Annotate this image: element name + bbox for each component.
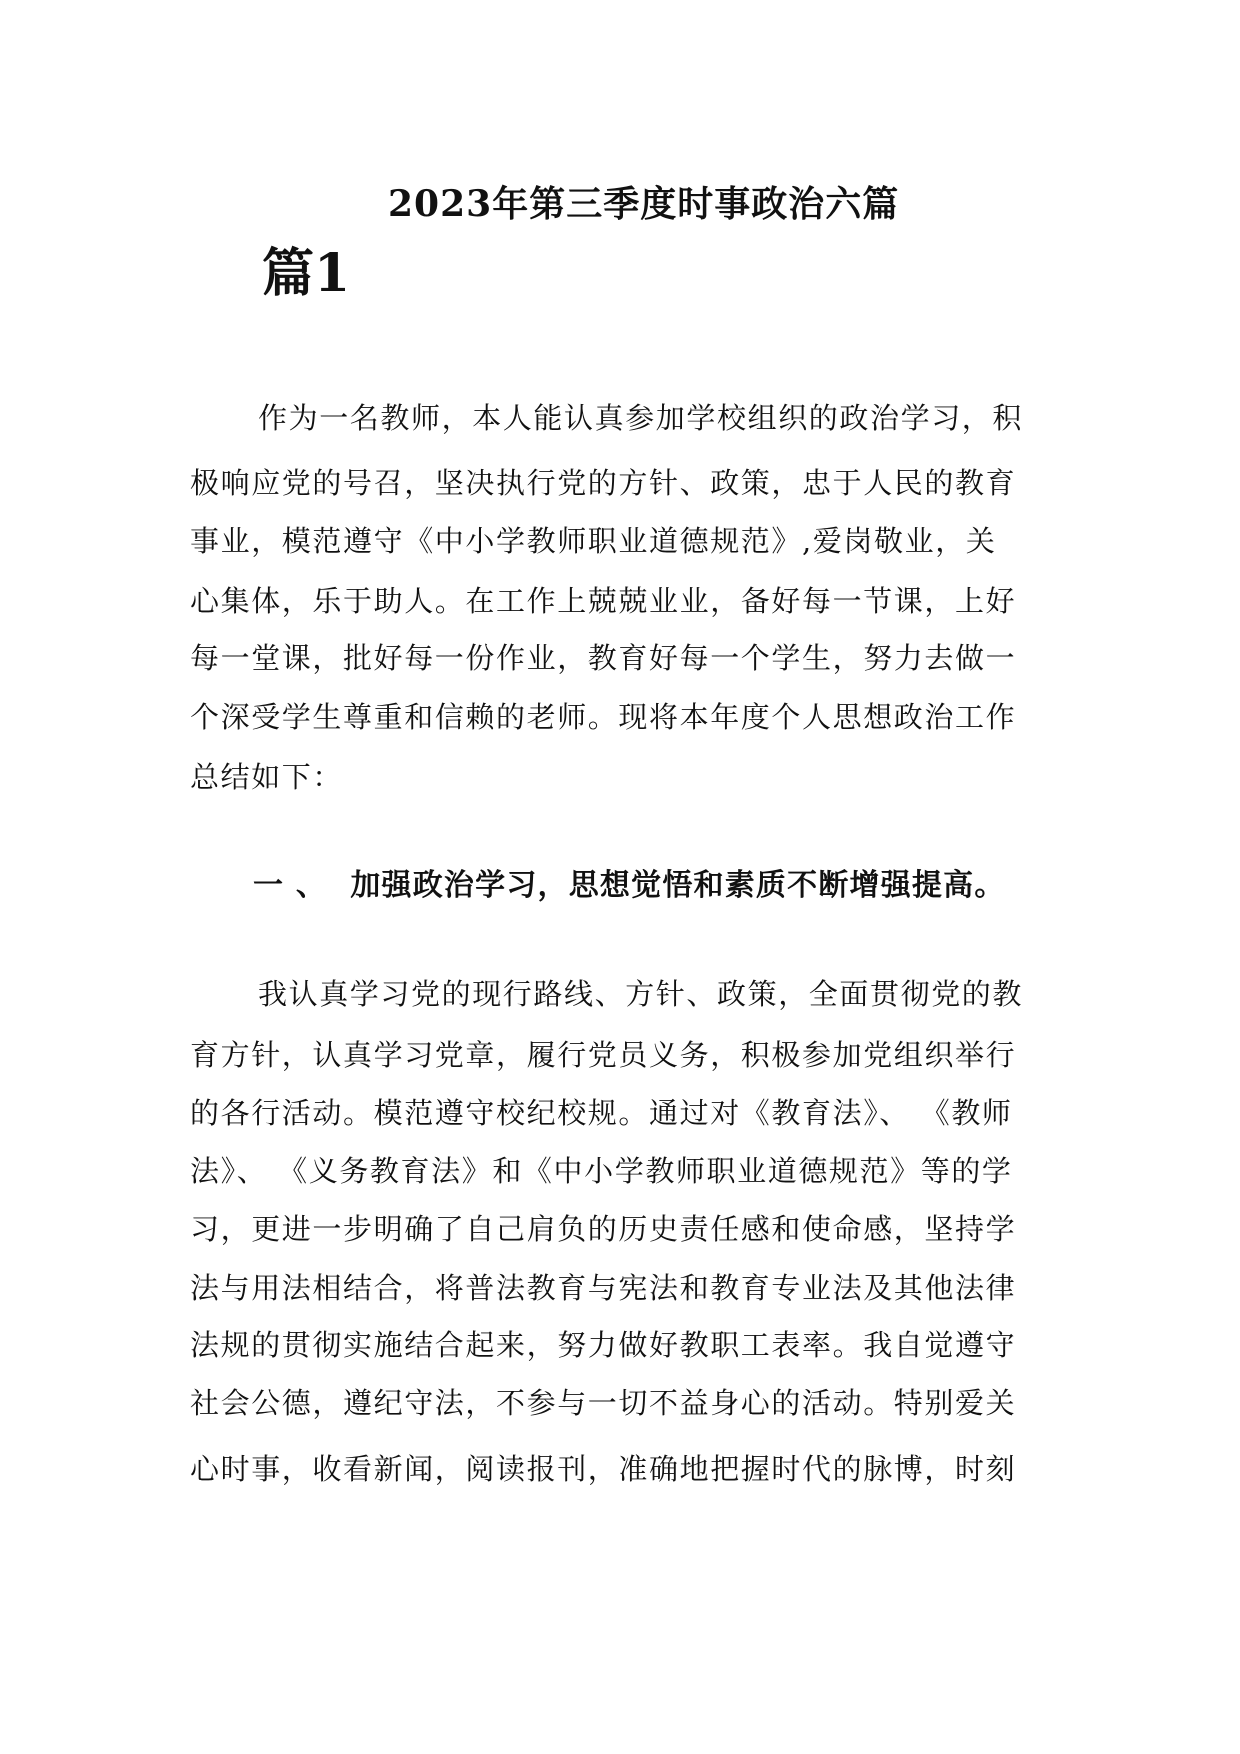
paragraph-2-line: 心时事，收看新闻，阅读报刊，准确地把握时代的脉博，时刻 — [190, 1452, 1017, 1486]
paragraph-1-line: 事业，模范遵守《中小学教师职业道德规范》,爱岗敬业，关 — [190, 524, 997, 558]
paragraph-2-line: 习，更进一步明确了自己肩负的历史责任感和使命感，坚持学 — [190, 1212, 1017, 1246]
paragraph-2-line: 法与用法相结合，将普法教育与宪法和教育专业法及其他法律 — [190, 1271, 1017, 1305]
paragraph-2-line: 育方针，认真学习党章，履行党员义务，积极参加党组织举行 — [190, 1038, 1017, 1072]
paragraph-1-line: 每一堂课，批好每一份作业，教育好每一个学生，努力去做一 — [190, 641, 1017, 675]
paragraph-1-line: 极响应党的号召，坚决执行党的方针、政策，忠于人民的教育 — [190, 466, 1017, 500]
paragraph-1-line: 心集体，乐于助人。在工作上兢兢业业，备好每一节课，上好 — [190, 584, 1017, 618]
paragraph-1-line: 作为一名教师，本人能认真参加学校组织的政治学习，积 — [258, 401, 1024, 435]
paragraph-2-line: 我认真学习党的现行路线、方针、政策，全面贯彻党的教 — [258, 977, 1024, 1011]
paragraph-1-line: 总结如下： — [190, 760, 344, 794]
paragraph-2-line: 法规的贯彻实施结合起来，努力做好教职工表率。我自觉遵守 — [190, 1328, 1017, 1362]
paragraph-2-line: 社会公德，遵纪守法，不参与一切不益身心的活动。特别爱关 — [190, 1386, 1017, 1420]
paragraph-2-line: 的各行活动。模范遵守校纪校规。通过对《教育法》、 《教师 — [190, 1096, 1013, 1130]
section-heading: 篇1 — [262, 243, 351, 304]
document-title: 2023年第三季度时事政治六篇 — [388, 183, 900, 225]
subheading-1: 一 、 加强政治学习，思想觉悟和素质不断增强提高。 — [253, 868, 1006, 903]
paragraph-2-line: 法》、 《义务教育法》和《中小学教师职业道德规范》等的学 — [190, 1154, 1013, 1188]
paragraph-1-line: 个深受学生尊重和信赖的老师。现将本年度个人思想政治工作 — [190, 700, 1017, 734]
